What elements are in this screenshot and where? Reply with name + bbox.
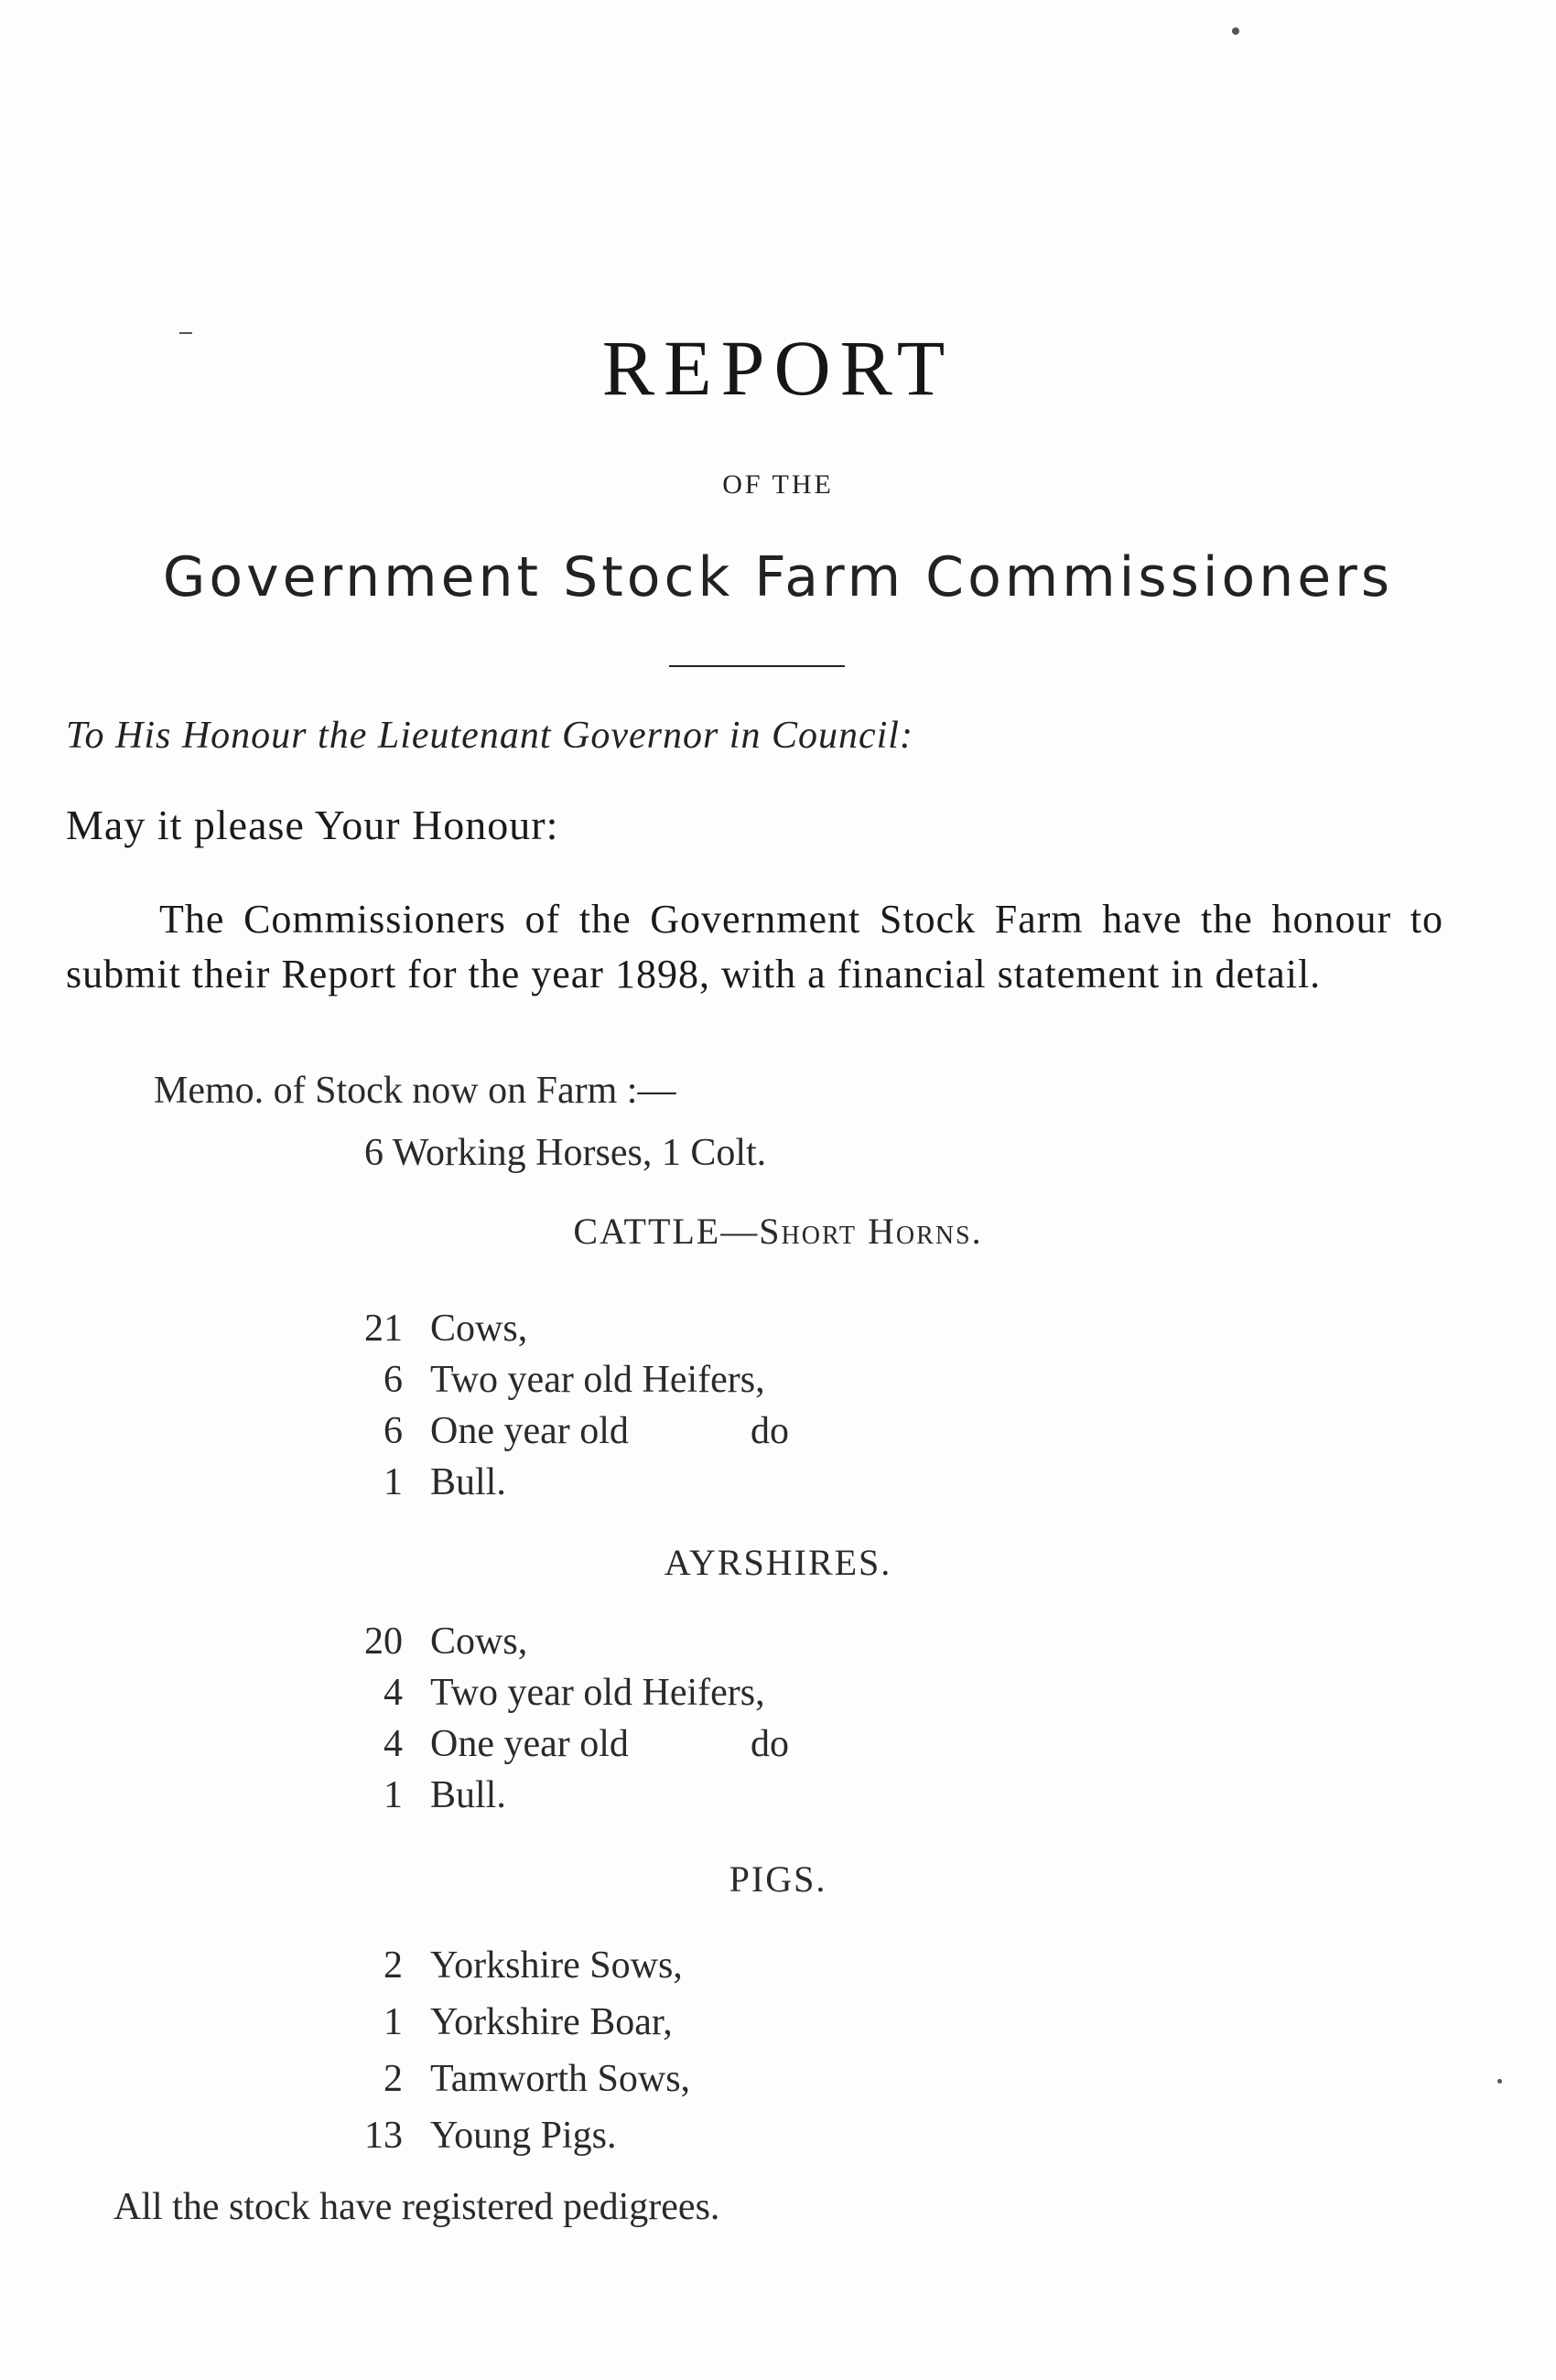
ditto-mark: do: [751, 1723, 789, 1765]
scan-speck: [179, 332, 192, 334]
section-heading-shorthorns: [0, 1210, 1556, 1253]
stock-count: 21: [364, 1308, 403, 1350]
stock-description: Two year old Heifers,: [430, 1359, 765, 1401]
stock-count: 6: [384, 1410, 403, 1452]
stock-description: One year old: [430, 1410, 629, 1452]
scan-speck: [1232, 27, 1239, 35]
stock-count: 4: [384, 1723, 403, 1765]
ditto-mark: do: [751, 1410, 789, 1452]
stock-count: 2: [384, 1944, 403, 1987]
salutation: May it please Your Honour:: [66, 802, 559, 848]
stock-description: Two year old Heifers,: [430, 1672, 765, 1714]
stock-description: Bull.: [430, 1774, 506, 1816]
stock-count: 6: [384, 1359, 403, 1401]
stock-count: 20: [364, 1621, 403, 1663]
stock-description: One year old: [430, 1723, 629, 1765]
stock-description: Young Pigs.: [430, 2115, 617, 2157]
address-line: To His Honour the Lieutenant Governor in Council:: [66, 715, 913, 757]
of-the-label: OF THE: [722, 469, 834, 500]
heading-main: CATTLE—: [573, 1211, 760, 1252]
body-paragraph: The Commissioners of the Government Stock Farm have the honour to submit their Report for the year 1898, with a financial statement in detail.: [66, 897, 1443, 996]
stock-count: 1: [384, 1774, 403, 1816]
report-title: REPORT: [601, 324, 955, 412]
stock-description: Cows,: [430, 1621, 528, 1663]
stock-count: 1: [384, 2001, 403, 2043]
stock-description: Bull.: [430, 1461, 506, 1503]
report-subtitle: Government Stock Farm Commissioners: [162, 545, 1394, 609]
scan-speck: [1497, 2079, 1502, 2084]
section-heading-pigs: PIGS.: [729, 1858, 827, 1900]
stock-description: Cows,: [430, 1308, 528, 1350]
stock-count: 2: [384, 2058, 403, 2100]
stock-description: Tamworth Sows,: [430, 2058, 691, 2100]
horses-line: 6 Working Horses, 1 Colt.: [364, 1132, 767, 1174]
heading-smallcaps: Short Horns.: [759, 1211, 983, 1252]
memo-line: Memo. of Stock now on Farm :—: [154, 1070, 676, 1112]
stock-count: 4: [384, 1672, 403, 1714]
stock-count: 13: [364, 2115, 403, 2157]
footer-line: All the stock have registered pedigrees.: [113, 2186, 720, 2228]
stock-count: 1: [384, 1461, 403, 1503]
divider-rule: [669, 665, 845, 667]
stock-description: Yorkshire Sows,: [430, 1944, 683, 1987]
section-heading-ayrshires: AYRSHIRES.: [664, 1542, 892, 1583]
stock-description: Yorkshire Boar,: [430, 2001, 673, 2043]
